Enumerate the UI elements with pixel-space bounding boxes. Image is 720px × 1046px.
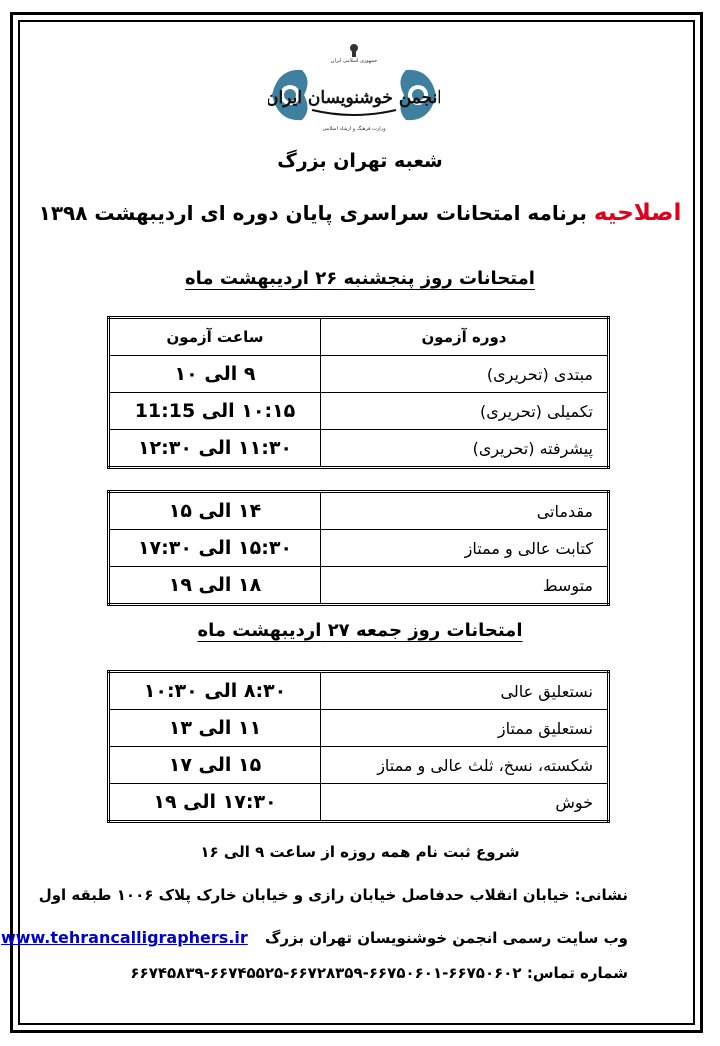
- day1-title: امتحانات روز پنجشنبه ۲۶ اردیبهشت ماه: [185, 268, 535, 289]
- course-cell: تکمیلی (تحریری): [321, 393, 609, 430]
- course-cell: خوش: [321, 784, 609, 822]
- course-cell: مقدماتی: [321, 492, 609, 530]
- table-row: [109, 567, 609, 605]
- svg-text:جمهوری اسلامی ایران: جمهوری اسلامی ایران: [330, 58, 378, 64]
- course-cell: شکسته، نسخ، ثلث عالی و ممتاز: [321, 747, 609, 784]
- website-label: وب سایت رسمی انجمن خوشنویسان تهران بزرگ: [265, 929, 628, 947]
- day2-title: امتحانات روز جمعه ۲۷ اردیبهشت ماه: [197, 620, 523, 641]
- phone-numbers: شماره تماس: ۶۶۷۵۰۶۰۲-۶۶۷۵۰۶۰۱-۶۶۷۲۸۳۵۹-۶۶۷۴۵۵۲۵-۶۶۷۴۵۸۳۹: [130, 964, 628, 982]
- table-row: [109, 356, 609, 393]
- course-cell: مبتدی (تحریری): [321, 356, 609, 393]
- course-cell: کتابت عالی و ممتاز: [321, 530, 609, 567]
- correction-label: اصلاحیه: [593, 200, 682, 226]
- branch-title: شعبه تهران بزرگ: [277, 150, 443, 172]
- svg-text:وزارت فرهنگ و ارشاد اسلامی: وزارت فرهنگ و ارشاد اسلامی: [322, 126, 386, 132]
- course-cell: پیشرفته (تحریری): [321, 430, 609, 468]
- time-cell: ۹ الی ۱۰: [109, 356, 321, 393]
- header-course: دوره آزمون: [321, 318, 609, 356]
- exam-table-day1-writing: [107, 316, 610, 469]
- exam-table-day2: [107, 670, 610, 823]
- time-cell: ۱۵ الی ۱۷: [109, 747, 321, 784]
- time-cell: ۱۴ الی ۱۵: [109, 492, 321, 530]
- headline-text: برنامه امتحانات سراسری پایان دوره ای اردیبهشت ۱۳۹۸: [38, 201, 587, 225]
- time-cell: ۱۸ الی ۱۹: [109, 567, 321, 605]
- website-line: [1, 928, 628, 947]
- course-cell: متوسط: [321, 567, 609, 605]
- time-cell: ۱۷:۳۰ الی ۱۹: [109, 784, 321, 822]
- time-cell: ۱۰:۱۵ الی 11:15: [109, 393, 321, 430]
- table-row: [109, 530, 609, 567]
- header-time: ساعت آزمون: [109, 318, 321, 356]
- course-cell: نستعلیق عالی: [321, 672, 609, 710]
- headline: [30, 200, 690, 226]
- table-row: [109, 747, 609, 784]
- website-link[interactable]: www.tehrancalligraphers.ir: [0, 928, 248, 947]
- association-logo: [268, 40, 440, 135]
- table-row: [109, 492, 609, 530]
- time-cell: ۱۵:۳۰ الی ۱۷:۳۰: [109, 530, 321, 567]
- table-header-row: [109, 318, 609, 356]
- table-row: [109, 710, 609, 747]
- table-row: [109, 672, 609, 710]
- table-row: [109, 393, 609, 430]
- exam-table-day1-practical: [107, 490, 610, 606]
- time-cell: ۸:۳۰ الی ۱۰:۳۰: [109, 672, 321, 710]
- svg-text:انجمن خوشنویسان ایران: انجمن خوشنویسان ایران: [268, 88, 440, 108]
- time-cell: ۱۱:۳۰ الی ۱۲:۳۰: [109, 430, 321, 468]
- course-cell: نستعلیق ممتاز: [321, 710, 609, 747]
- registration-note: شروع ثبت نام همه روزه از ساعت ۹ الی ۱۶: [200, 843, 520, 861]
- time-cell: ۱۱ الی ۱۳: [109, 710, 321, 747]
- table-row: [109, 430, 609, 468]
- table-row: [109, 784, 609, 822]
- address: نشانی: خیابان انقلاب حدفاصل خیابان رازی و خیابان خارک پلاک ۱۰۰۶ طبقه اول: [38, 886, 628, 904]
